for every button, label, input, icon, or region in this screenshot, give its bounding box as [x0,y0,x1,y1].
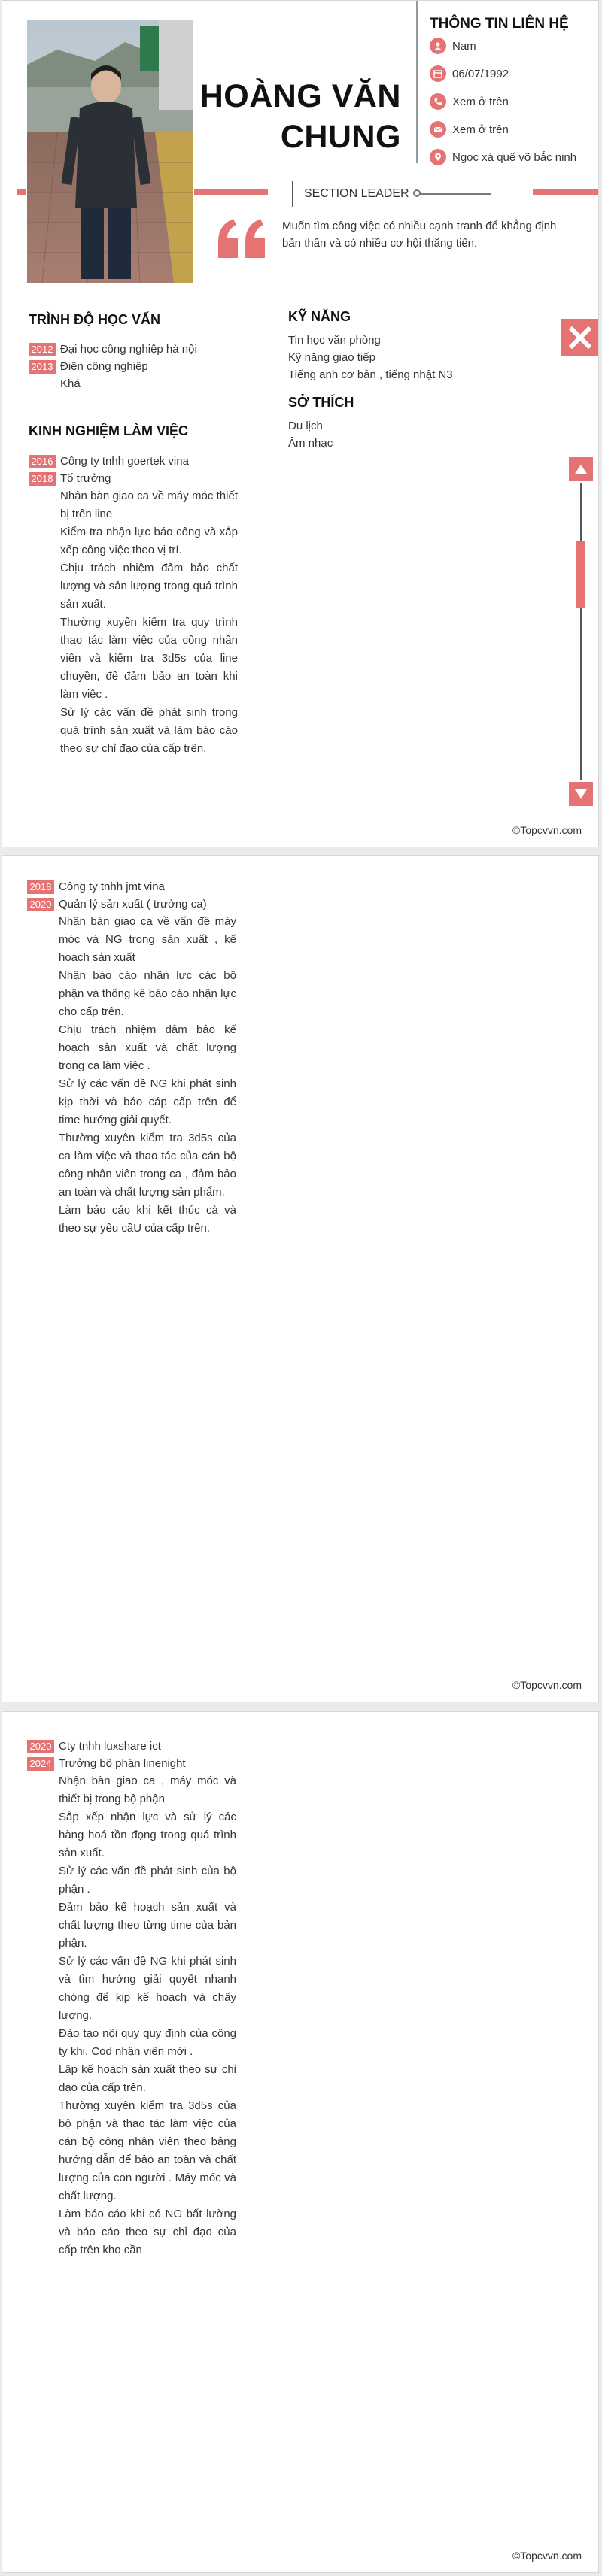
job-role-row [29,470,238,487]
job-duties [59,913,236,1238]
job-end-year: 2020 [27,898,54,911]
experience-job [29,453,238,758]
cv-page-1 [2,0,599,847]
career-objective: Muốn tìm công việc có nhiều cạnh tranh để khẳng định bản thân và có nhiều cơ hội thăng tiến. [282,220,557,250]
scrollbar-track[interactable] [580,483,582,780]
job-company-row [27,1738,236,1755]
profile-photo-image [27,20,193,283]
job-company: Công ty tnhh jmt vina [59,880,165,893]
footer-brand: ©Topcvvn.com [512,1679,582,1691]
job-start-year: 2016 [29,455,56,468]
arrow-down-icon [574,789,588,799]
contact-gender-text: Nam [452,39,476,53]
profile-photo [27,20,193,283]
job-duties [59,1772,236,2259]
job-company: Cty tnhh luxshare ict [59,1740,161,1753]
education-major-row [29,358,269,375]
job-duty: Thường xuyên kiểm tra 3d5s của bộ phận và thao tác làm việc của cán bộ công nhân viên theo bảng hướng dẫn để bảo an toàn và chất lượng của con người . Máy móc và chất lượng. [59,2099,236,2202]
scroll-down-button[interactable] [569,782,593,806]
accent-bar [194,189,268,195]
job-company: Công ty tnhh goertek vina [60,455,189,468]
job-duty: Sử lý các vấn đề NG khi phát sinh kịp thời và báo cáp cấp trên để time hướng giải quyết. [59,1077,236,1126]
job-duties [60,487,238,758]
job-duty: Chịu trách nhiệm đảm bảo chất lượng và sản lượng trong quá trình sản xuất. [60,562,238,611]
education-school: Đại học công nghiệp hà nội [60,343,197,356]
job-role: Trưởng bộ phận linenight [59,1757,186,1770]
job-duty: Sử lý các vấn đề phát sinh của bộ phận . [59,1865,236,1896]
cv-page-2 [2,855,599,1702]
contact-address-text: Ngọc xá quế võ bắc ninh [452,150,577,164]
job-duty: Sắp xếp nhận lực và sử lý các hàng hoá tồn đọng trong quá trình sản xuất. [59,1811,236,1859]
close-icon [569,326,591,349]
job-duty: Nhận bàn giao ca về máy móc thiết bị trên line [60,489,238,520]
job-duty: Đảm bảo kế hoạch sản xuất và chất lượng theo từng time của bản phận. [59,1901,236,1950]
job-end-year: 2018 [29,472,56,486]
contact-email-text: Xem ở trên [452,123,509,136]
education-start-year: 2012 [29,343,56,356]
contact-gender [430,36,476,56]
arrow-up-icon [574,464,588,474]
contact-phone-text: Xem ở trên [452,95,509,108]
divider [418,193,491,195]
job-duty: Đào tạo nội quy quy định của công ty khi. Cod nhận viên mới . [59,2027,236,2058]
job-duty: Kiểm tra nhận lực báo công và xắp xếp công việc theo vị trí. [60,526,238,556]
job-duty: Lập kế hoạch sản xuất theo sự chỉ đạo của cấp trên. [59,2063,236,2094]
calendar-icon [430,65,446,82]
footer-brand: ©Topcvvn.com [512,2550,582,2562]
experience-job [27,1738,236,2259]
education-rank: Khá [60,377,81,390]
scrollbar-thumb[interactable] [576,541,585,608]
hobby-item: Âm nhạc [288,437,333,450]
cv-page-3 [2,1711,599,2573]
accent-bar [533,189,599,195]
scroll-up-button[interactable] [569,457,593,481]
experience-job [27,878,236,1238]
contact-panel [416,1,598,163]
job-start-year: 2018 [27,880,54,894]
divider-dot [413,189,421,197]
email-icon [430,121,446,138]
experience-title: KINH NGHIỆM LÀM VIỆC [29,423,189,438]
job-duty: Thường xuyên kiểm tra 3d5s của ca làm việc và thao tác của cán bộ công nhân viên trong ca , đảm bảo an toàn và chất lượng sản phẩm. [59,1132,236,1199]
job-company-row [27,878,236,896]
job-duty: Nhận báo cáo nhận lực các bộ phận và thống kê báo cáo nhận lực cho cấp trên. [59,969,236,1018]
job-duty: Làm báo cáo khi có NG bất lường và báo cáo theo sự chỉ đạo của cấp trên kho cần [59,2208,236,2256]
hobby-item: Du lịch [288,420,323,432]
user-icon [430,38,446,54]
job-role: Tổ trưởng [60,472,111,485]
job-role: Quản lý sản xuất ( trưởng ca) [59,898,207,911]
contact-birthday [430,64,509,83]
education-school-row [29,341,269,358]
location-icon [430,149,446,165]
phone-icon [430,93,446,110]
hobbies-list [288,417,333,452]
contact-birthday-text: 06/07/1992 [452,67,509,80]
contact-email[interactable] [430,120,509,139]
job-start-year: 2020 [27,1740,54,1753]
contact-address [430,147,576,167]
skill-item: Tin học văn phòng [288,334,381,347]
job-duty: Nhận bàn giao ca về vấn đề máy móc và NG trong sản xuất , kế hoạch sản xuất [59,915,236,964]
job-duty: Chịu trách nhiệm đảm bảo kế hoạch sản xuất và chất lượng trong ca làm việc . [59,1023,236,1072]
accent-bar [17,189,26,195]
education-title: TRÌNH ĐỘ HỌC VẤN [29,312,160,327]
job-company-row [29,453,238,470]
job-position: SECTION LEADER [292,181,409,207]
job-duty: Sử lý các vấn đề NG khi phát sinh và tìm hướng giải quyết nhanh chóng để kịp kế hoạch và chấy lượng. [59,1955,236,2022]
job-role-row [27,1755,236,1772]
job-duty: Làm báo cáo khi kết thúc cà và theo sự yêu cầU của cấp trên. [59,1204,236,1235]
job-duty: Nhận bàn giao ca , máy móc và thiết bị trong bộ phận [59,1774,236,1805]
skills-title: KỸ NĂNG [288,309,351,324]
job-duty: Thường xuyên kiểm tra quy trình thao tác làm việc của công nhân viên và kiểm tra 3d5s của line chuyền, để đảm bảo an toàn khi làm việc . [60,616,238,701]
contact-title: THÔNG TIN LIÊN HỆ [430,16,569,32]
footer-brand: ©Topcvvn.com [512,824,582,836]
job-end-year: 2024 [27,1757,54,1771]
name-line-2: CHUNG [280,119,401,155]
education-major: Điện công nghiệp [60,360,148,373]
skill-item: Kỹ năng giao tiếp [288,351,375,364]
job-duty: Sử lý các vấn đề phát sinh trong quá trình sản xuất và làm báo cáo theo sự chỉ đạo của cấp trên. [60,706,238,755]
candidate-name [199,76,401,157]
job-role-row [27,896,236,913]
name-line-1: HOÀNG VĂN [199,78,401,114]
hobbies-title: SỞ THÍCH [288,395,354,410]
education-entry [29,341,269,392]
education-end-year: 2013 [29,360,56,374]
close-button[interactable] [561,319,599,356]
skill-item: Tiếng anh cơ bản , tiếng nhật N3 [288,368,453,381]
education-rank-row [29,375,269,392]
quote-icon [215,216,271,261]
skills-list [288,332,453,383]
contact-phone[interactable] [430,92,509,111]
